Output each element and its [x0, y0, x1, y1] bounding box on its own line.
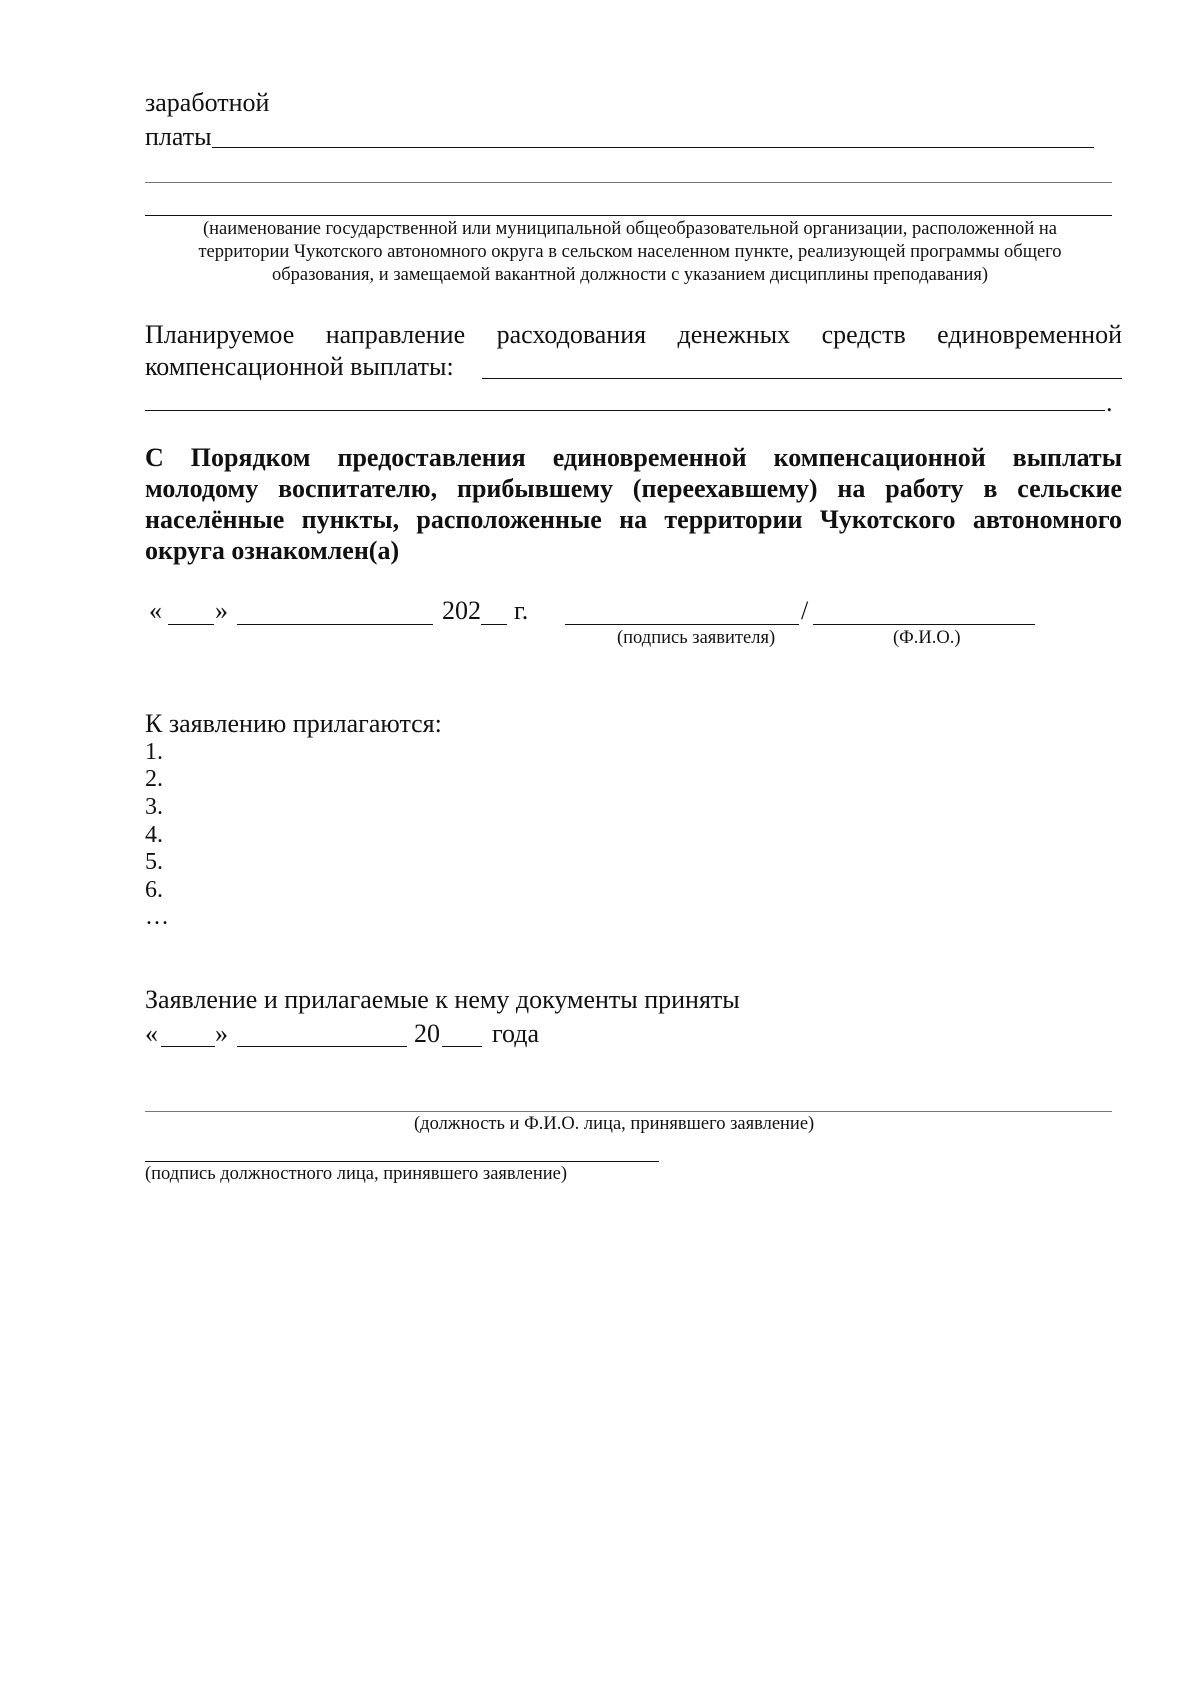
org-blank-line-2 [145, 215, 1112, 216]
attachment-item: 6. [145, 877, 163, 903]
attachment-item: 5. [145, 849, 163, 875]
planned-end-dot: . [1106, 388, 1113, 417]
date-month-blank [237, 624, 433, 625]
applicant-signature-caption: (подпись заявителя) [617, 628, 776, 648]
accepted-open-quote: « [145, 1019, 158, 1048]
org-caption-line-2: территории Чукотского автономного округа в сельском населенном пункте, реализующей программы общего [198, 242, 1062, 262]
attachment-item: 3. [145, 794, 163, 820]
date-year-suffix: г. [514, 596, 529, 625]
signature-slash: / [801, 596, 809, 625]
acknowledgement-line-1: С Порядком предоставления единовременной компенсационной выплаты [145, 443, 1122, 472]
date-day-blank [168, 624, 214, 625]
applicant-fio-blank [813, 624, 1035, 625]
official-signature-blank [145, 1161, 659, 1162]
accepted-month-blank [237, 1046, 407, 1047]
attachment-item: 4. [145, 822, 163, 848]
planned-blank-line-2 [145, 410, 1105, 411]
org-blank-line-1 [145, 182, 1112, 183]
org-caption [145, 218, 1115, 287]
attachment-item-ellipsis: … [145, 904, 169, 930]
acknowledgement-line-2: молодому воспитателю, прибывшему (переехавшему) на работу в сельские [145, 474, 1122, 503]
applicant-fio-caption: (Ф.И.О.) [893, 628, 961, 648]
planned-line-1: Планируемое направление расходования денежных средств единовременной [145, 320, 1122, 349]
attachments-title: К заявлению прилагаются: [145, 709, 442, 738]
planned-blank-line-1 [482, 378, 1122, 379]
accepted-year-suffix: года [492, 1019, 540, 1048]
applicant-signature-blank [565, 624, 799, 625]
date-year-prefix: 202 [442, 596, 481, 625]
accepted-day-blank [161, 1046, 215, 1047]
header-line-1: заработной [145, 88, 270, 117]
date-close-quote: » [215, 596, 228, 625]
planned-line-2-label: компенсационной выплаты: [145, 352, 454, 381]
accepted-line: Заявление и прилагаемые к нему документы приняты [145, 985, 740, 1014]
official-position-caption: (должность и Ф.И.О. лица, принявшего заявление) [414, 1114, 815, 1134]
date-year-blank [481, 624, 507, 625]
accepted-year-prefix: 20 [414, 1019, 440, 1048]
org-caption-line-1: (наименование государственной или муниципальной общеобразовательной организации, расположенной на [202, 219, 1058, 239]
header-line-2: платы [145, 122, 212, 151]
salary-blank-line [212, 147, 1094, 148]
date-open-quote: « [149, 596, 162, 625]
org-caption-line-3: образования, и замещаемой вакантной должности с указанием дисциплины преподавания) [271, 265, 989, 285]
acknowledgement-paragraph [145, 442, 1122, 566]
acknowledgement-line-4: округа ознакомлен(а) [145, 536, 400, 565]
attachment-item: 1. [145, 739, 163, 765]
accepted-year-blank [442, 1046, 482, 1047]
official-signature-caption: (подпись должностного лица, принявшего заявление) [145, 1164, 568, 1184]
attachment-item: 2. [145, 766, 163, 792]
acknowledgement-line-3: населённые пункты, расположенные на территории Чукотского автономного [145, 505, 1122, 534]
accepted-close-quote: » [215, 1019, 228, 1048]
official-position-blank [145, 1111, 1112, 1112]
